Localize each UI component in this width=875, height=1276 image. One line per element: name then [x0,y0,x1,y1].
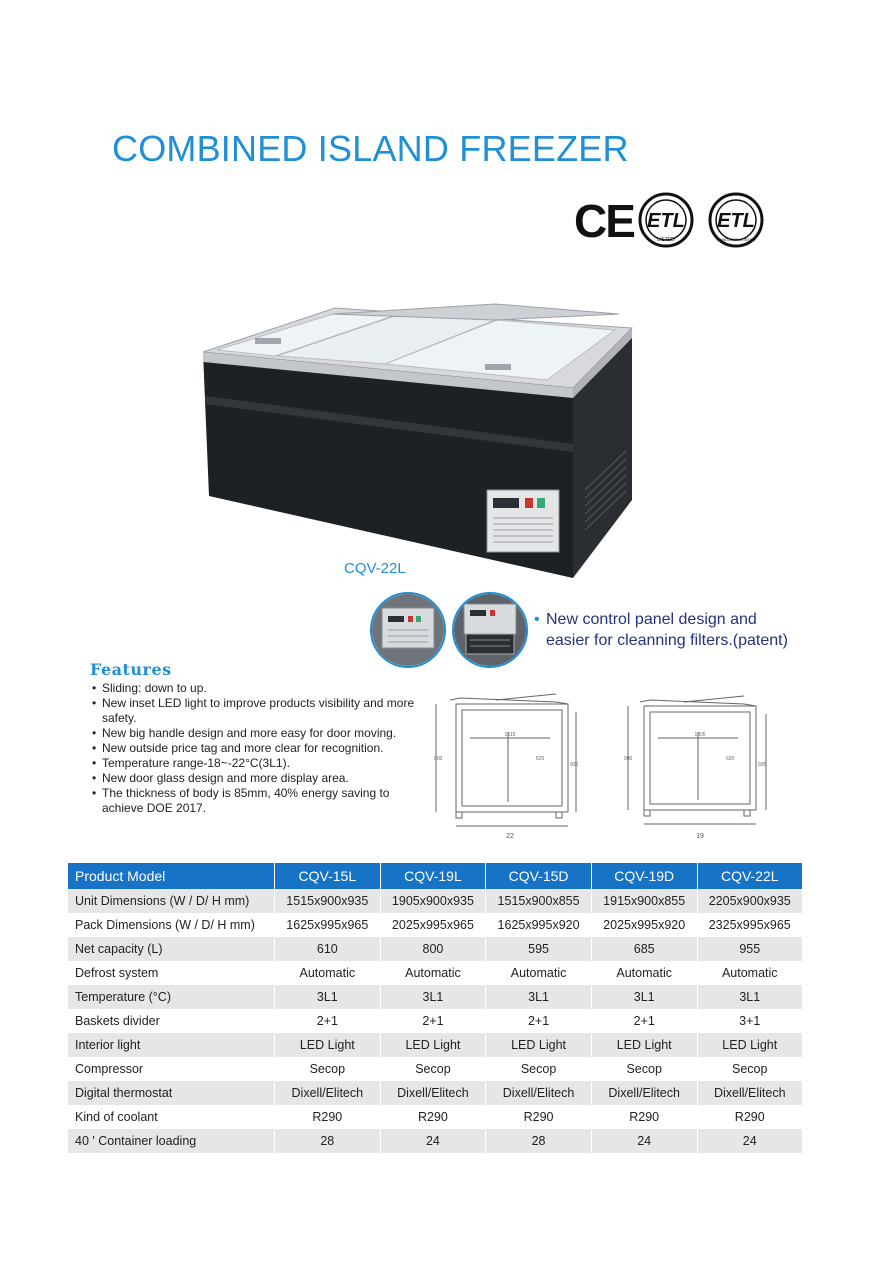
value-cell: 2025x995x965 [380,913,486,937]
value-cell: 24 [697,1129,802,1153]
value-cell: R290 [486,1105,592,1129]
table-row [68,937,802,961]
svg-text:SANITATION LISTED: SANITATION LISTED [716,237,756,242]
value-cell: LED Light [591,1033,697,1057]
value-cell: 1515x900x855 [486,889,592,913]
value-cell: R290 [380,1105,486,1129]
svg-text:935: 935 [570,762,579,768]
row-label-cell: Unit Dimensions (W / D/ H mm) [68,889,275,913]
features-list [90,681,420,816]
value-cell: LED Light [275,1033,381,1057]
feature-item: • The thickness of body is 85mm, 40% energy saving to achieve DOE 2017. [90,786,420,816]
features-heading: Features [90,660,172,679]
feature-item: • New outside price tag and more clear for recognition. [90,741,420,756]
value-cell: 955 [697,937,802,961]
value-cell: 2025x995x920 [591,913,697,937]
product-model-caption: CQV-22L [344,560,406,577]
feature-item: • New door glass design and more display area. [90,771,420,786]
ce-mark-icon [574,195,634,247]
row-label-cell: Digital thermostat [68,1081,275,1105]
value-cell: 2325x995x965 [697,913,802,937]
feature-item: • New big handle design and more easy for door moving. [90,726,420,741]
value-cell: Automatic [275,961,381,985]
table-header-row [68,863,802,889]
value-cell: 1625x995x920 [486,913,592,937]
value-cell: 2+1 [591,1009,697,1033]
header-cell: CQV-15L [275,863,381,889]
value-cell: 24 [591,1129,697,1153]
row-label-cell: Pack Dimensions (W / D/ H mm) [75,918,255,932]
value-cell: Automatic [591,961,697,985]
header-cell: CQV-15D [486,863,592,889]
value-cell: 3L1 [275,985,381,1009]
value-cell: R290 [697,1105,802,1129]
etl-sanitation-icon [710,194,762,246]
svg-text:ETL: ETL [717,210,755,232]
value-cell: 1625x995x965 [275,913,381,937]
value-cell: 1905x900x935 [380,889,486,913]
value-cell: LED Light [697,1033,802,1057]
value-cell: 28 [486,1129,592,1153]
value-cell: 1915x900x855 [591,889,697,913]
value-cell: LED Light [486,1033,592,1057]
value-cell: 24 [380,1129,486,1153]
value-cell: Dixell/Elitech [380,1081,486,1105]
svg-text:1515: 1515 [504,732,516,738]
feature-item: • New inset LED light to improve products visibility and more safety. [90,696,420,726]
value-cell: Dixell/Elitech [275,1081,381,1105]
value-cell: 3L1 [697,985,802,1009]
value-cell: 2+1 [380,1009,486,1033]
svg-text:CE: CE [574,195,634,247]
value-cell: 800 [380,937,486,961]
value-cell: 3L1 [591,985,697,1009]
value-cell: Automatic [486,961,592,985]
svg-text:620: 620 [726,756,735,762]
row-label-cell: Baskets divider [75,1014,160,1028]
value-cell: Dixell/Elitech [697,1081,802,1105]
value-cell: R290 [591,1105,697,1129]
value-cell: Secop [275,1057,381,1081]
feature-item: • Temperature range-18~-22°C(3L1). [90,756,420,771]
row-label-cell: Defrost system [75,966,159,980]
svg-text:LISTED: LISTED [657,237,675,243]
value-cell: Secop [486,1057,592,1081]
table-row [68,961,802,985]
row-label-cell: Kind of coolant [75,1110,158,1124]
table-row [68,1129,802,1153]
note-line-1: New control panel design and [546,611,757,628]
value-cell: 685 [591,937,697,961]
certification-logos [572,192,772,248]
value-cell: 2+1 [275,1009,381,1033]
etl-listed-icon [640,194,692,246]
value-cell: Secop [380,1057,486,1081]
value-cell: Dixell/Elitech [591,1081,697,1105]
value-cell: Secop [591,1057,697,1081]
svg-text:19: 19 [696,833,704,840]
page-title: COMBINED ISLAND FREEZER [112,128,629,169]
value-cell: Secop [697,1057,802,1081]
svg-text:900: 900 [434,756,443,762]
header-cell: CQV-22L [697,863,802,889]
table-row [68,985,802,1009]
value-cell: 2205x900x935 [697,889,802,913]
control-panel-detail-image [370,592,446,668]
value-cell: 595 [486,937,592,961]
svg-text:620: 620 [536,756,545,762]
header-cell: Product Model [68,863,275,889]
table-body [68,889,802,1153]
svg-text:ETL: ETL [647,210,685,232]
value-cell: 1515x900x935 [275,889,381,913]
cross-section-diagram [430,692,580,842]
value-cell: R290 [275,1105,381,1129]
feature-item: • Sliding: down to up. [90,681,420,696]
row-label-cell: Temperature (°C) [68,985,275,1009]
row-label-cell: Interior light [68,1033,275,1057]
value-cell: Automatic [380,961,486,985]
value-cell: 610 [275,937,381,961]
value-cell: 28 [275,1129,381,1153]
value-cell: 3L1 [380,985,486,1009]
specification-table [68,863,802,1153]
header-cell: CQV-19D [591,863,697,889]
table-row [68,1057,802,1081]
table-row [68,913,802,937]
table-row [68,889,802,913]
svg-text:900: 900 [624,756,633,762]
cross-section-diagram [622,692,772,842]
value-cell: LED Light [380,1033,486,1057]
value-cell: 2+1 [486,1009,592,1033]
note-bullet: • [534,611,540,628]
header-cell: CQV-19L [380,863,486,889]
table-row [68,1033,802,1057]
filter-drawer-detail-image [452,592,528,668]
row-label-cell: 40 ' Container loading [68,1129,275,1153]
table-row [68,1009,802,1033]
freezer-product-image [195,300,640,582]
table-row [68,1081,802,1105]
note-line-2: easier for cleanning filters.(patent) [546,632,788,649]
value-cell: Automatic [697,961,802,985]
value-cell: 3L1 [486,985,592,1009]
row-label-cell: Net capacity (L) [68,937,275,961]
svg-text:1905: 1905 [694,732,706,738]
svg-text:935: 935 [758,762,767,768]
control-panel-note [534,609,788,651]
table-row [68,1105,802,1129]
svg-text:22: 22 [506,833,514,840]
value-cell: Dixell/Elitech [486,1081,592,1105]
row-label-cell: Compressor [75,1062,144,1076]
value-cell: 3+1 [697,1009,802,1033]
